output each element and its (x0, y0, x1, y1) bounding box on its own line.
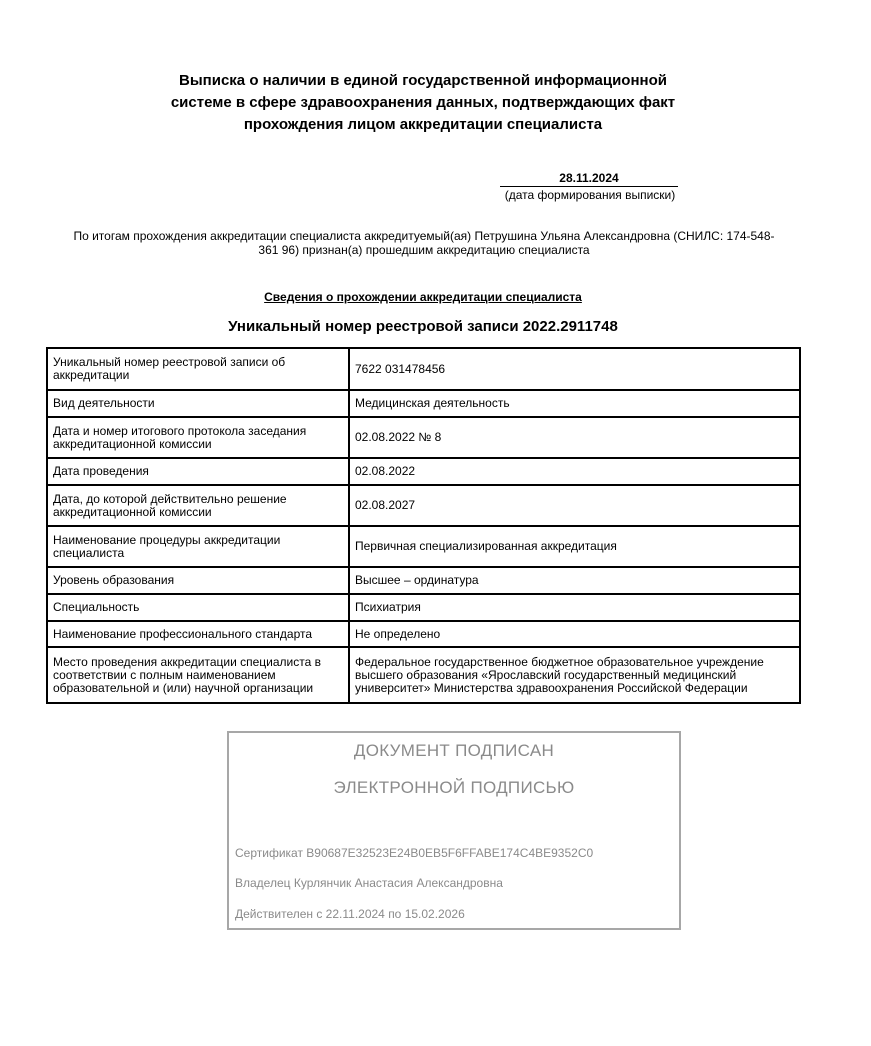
row-label: Место проведения аккредитации специалиста в соответствии с полным наименованием образовательной и (или) научной организации (47, 647, 349, 703)
row-value: 02.08.2027 (349, 485, 800, 526)
row-label: Вид деятельности (47, 390, 349, 417)
document-title (0, 70, 846, 136)
row-value: Высшее – ординатура (349, 567, 800, 594)
row-label: Наименование профессионального стандарта (47, 621, 349, 647)
registry-number-heading: Уникальный номер реестровой записи 2022.2911748 (228, 318, 618, 335)
statement-date: 28.11.2024 (500, 172, 678, 187)
table-row (47, 567, 800, 594)
row-value: Первичная специализированная аккредитация (349, 526, 800, 567)
row-label: Уровень образования (47, 567, 349, 594)
table-row (47, 621, 800, 647)
signature-owner: Владелец Курлянчик Анастасия Александровна (235, 876, 503, 890)
row-value: Не определено (349, 621, 800, 647)
table-row (47, 390, 800, 417)
signature-title: ДОКУМЕНТ ПОДПИСАН (353, 741, 555, 760)
intro-paragraph (48, 229, 800, 257)
document-title-line: Выписка о наличии в единой государственной информационной (179, 72, 667, 89)
row-value: 02.08.2022 (349, 458, 800, 485)
row-value: 7622 031478456 (349, 348, 800, 390)
table-row (47, 526, 800, 567)
electronic-signature-stamp (227, 731, 681, 930)
document-title-line: прохождения лицом аккредитации специалиста (243, 116, 603, 133)
signature-certificate: Сертификат B90687E32523E24B0EB5F6FFABE174C4BE9352C0 (235, 846, 594, 860)
table-row (47, 417, 800, 458)
statement-date-caption: (дата формирования выписки) (504, 188, 676, 202)
row-value: Психиатрия (349, 594, 800, 621)
document-title-line: системе в сфере здравоохранения данных, подтверждающих факт (170, 94, 676, 111)
row-value: Федеральное государственное бюджетное образовательное учреждение высшего образования «Ярославский государственный медицинский университет» Министерства здравоохранения Российской Федерации (349, 647, 800, 703)
row-label: Специальность (47, 594, 349, 621)
intro-line: По итогам прохождения аккредитации специалиста аккредитуемый(ая) Петрушина Ульяна Александровна (СНИЛС: 174-548- (73, 229, 775, 243)
row-label: Дата, до которой действительно решение аккредитационной комиссии (47, 485, 349, 526)
row-value: Медицинская деятельность (349, 390, 800, 417)
accreditation-table (46, 347, 801, 704)
table-row (47, 485, 800, 526)
table-row (47, 647, 800, 703)
row-label: Уникальный номер реестровой записи об аккредитации (47, 348, 349, 390)
row-label: Дата и номер итогового протокола заседания аккредитационной комиссии (47, 417, 349, 458)
intro-line: 361 96) признан(а) прошедшим аккредитацию специалиста (258, 243, 590, 257)
row-label: Дата проведения (47, 458, 349, 485)
table-row (47, 458, 800, 485)
table-row (47, 348, 800, 390)
row-value: 02.08.2022 № 8 (349, 417, 800, 458)
signature-subtitle: ЭЛЕКТРОННОЙ ПОДПИСЬЮ (333, 778, 575, 797)
section-heading: Сведения о прохождении аккредитации специалиста (264, 290, 582, 304)
row-label: Наименование процедуры аккредитации специалиста (47, 526, 349, 567)
table-row (47, 594, 800, 621)
signature-validity: Действителен с 22.11.2024 по 15.02.2026 (235, 907, 465, 921)
